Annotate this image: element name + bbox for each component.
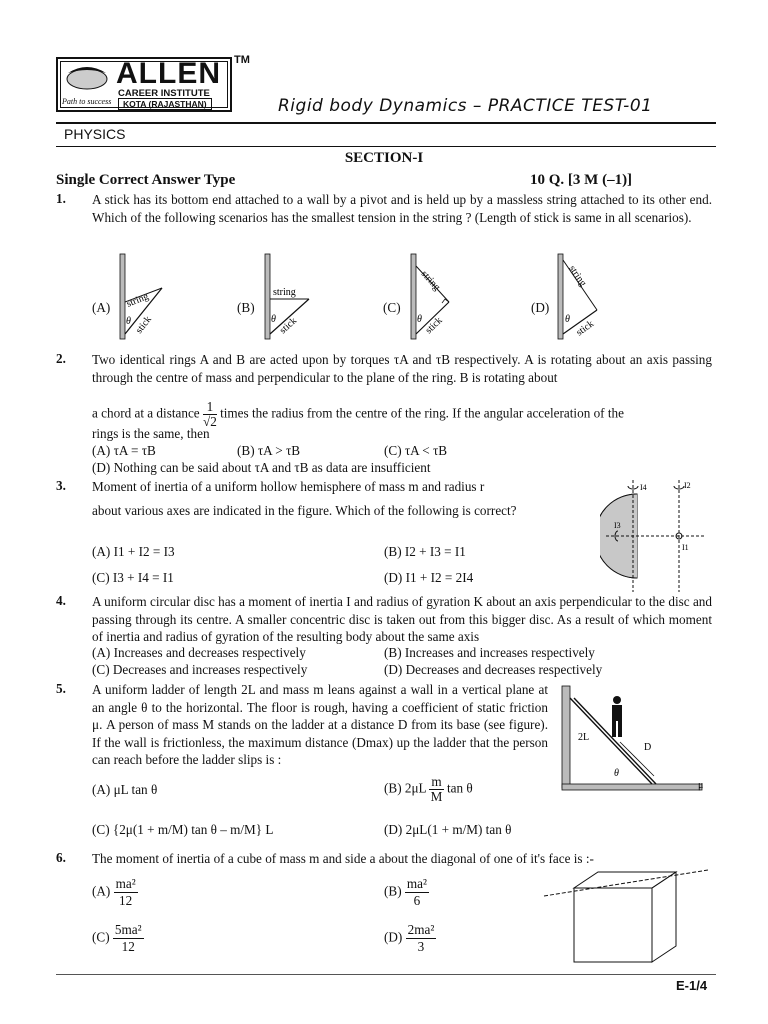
header-rule <box>56 122 716 124</box>
brand-name: ALLEN <box>116 57 221 90</box>
q3-option-d: (D) I1 + I2 = 2I4 <box>384 570 474 585</box>
svg-text:string: string <box>418 268 443 293</box>
section-title: SECTION-I <box>344 150 424 166</box>
question-text: The moment of inertia of a cube of mass m and side a about the diagonal of one of it's face is :- <box>92 851 594 866</box>
q1-option-d: (D) <box>531 300 550 315</box>
svg-text:θ: θ <box>417 314 422 325</box>
q6-option-c: (C) $\frac{\text{5ma²}}{12}$ <box>92 922 142 954</box>
svg-text:I3: I3 <box>614 521 621 530</box>
svg-text:μ: μ <box>698 780 704 791</box>
question-text: Two identical rings A and B are acted upon by torques τA and τB respectively. A is rotating about an axis passing through the centre of mass and perpendicular to the plane of the ring. B is rotating about <box>92 352 712 385</box>
svg-text:string: string <box>125 291 151 310</box>
allen-logo <box>56 57 232 112</box>
svg-text:θ: θ <box>126 316 131 327</box>
question-number: 3. <box>56 478 66 493</box>
marks-scheme: 10 Q. [3 M (–1)] <box>530 172 633 188</box>
svg-text:stick: stick <box>574 318 597 339</box>
svg-text:string: string <box>566 263 589 289</box>
page-number: E-1/4 <box>676 978 708 993</box>
q4-option-b: (B) Increases and increases respectively <box>384 645 595 660</box>
svg-text:I1: I1 <box>682 543 689 552</box>
q3-hemisphere-figure <box>600 476 712 594</box>
q6-option-d: (D) $\frac{\text{2ma²}}{3}$ <box>384 922 435 954</box>
svg-text:string: string <box>273 287 296 298</box>
question-number: 1. <box>56 191 66 206</box>
q2-option-b: (B) τA > τB <box>237 443 301 458</box>
svg-text:stick: stick <box>133 314 154 336</box>
q2-text-line: a chord at a distance $\frac{1}{√2}$ times the radius from the centre of the ring. If the angular acceleration of the <box>92 399 624 429</box>
institute-name: CAREER INSTITUTE <box>118 88 210 99</box>
trademark: TM <box>234 54 250 66</box>
q3-option-a: (A) I1 + I2 = I3 <box>92 544 175 559</box>
tagline: Path to success <box>62 97 112 106</box>
question-number: 2. <box>56 351 66 366</box>
subject-rule <box>56 146 716 147</box>
question-text: A uniform circular disc has a moment of inertia I and radius of gyration K about an axis perpendicular to the disc and passing through its centre. A smaller concentric disc is taken out from this bigger disc. As a result of which moment of inertia and radius of gyration of the resulting body about the same axis <box>92 594 712 644</box>
q4-option-d: (D) Decreases and decreases respectively <box>384 662 603 677</box>
institute-location: KOTA (RAJASTHAN) <box>118 98 212 110</box>
fraction: $\frac{1}{√2}$ <box>202 399 217 429</box>
svg-text:θ: θ <box>271 314 276 325</box>
q5-option-a: (A) μL tan θ <box>92 782 158 797</box>
q2-option-c: (C) τA < τB <box>384 443 448 458</box>
q1-option-c: (C) <box>383 300 401 315</box>
q1-figure-b <box>257 252 317 342</box>
q6-option-b: (B) $\frac{\text{ma²}}{6}$ <box>384 876 427 908</box>
answer-type: Single Correct Answer Type <box>56 172 236 188</box>
q1-option-a: (A) <box>92 300 111 315</box>
q3-option-c: (C) I3 + I4 = I1 <box>92 570 174 585</box>
globe-bird-icon <box>62 63 112 91</box>
q5-option-d: (D) 2μL(1 + m/M) tan θ <box>384 822 512 837</box>
svg-text:θ: θ <box>565 314 570 325</box>
svg-text:D: D <box>644 742 652 753</box>
question-text: A stick has its bottom end attached to a wall by a pivot and is held up by a massless string attached to its other end. Which of the following scenarios has the smallest tension in the string ? (Length of stick is same in all scenarios). <box>92 192 712 225</box>
q5-option-b: (B) 2μL $\frac{m}{M}$ tan θ <box>384 774 473 804</box>
q6-cube-figure <box>540 866 712 966</box>
q2-option-d: (D) Nothing can be said about τA and τB as data are insufficient <box>92 460 431 475</box>
q1-figure-a <box>110 252 170 342</box>
q1-figure-c <box>403 252 463 342</box>
handwritten-title: Rigid body Dynamics – PRACTICE TEST-01 <box>278 96 653 116</box>
q4-option-a: (A) Increases and decreases respectively <box>92 645 306 660</box>
svg-text:I2: I2 <box>684 481 691 490</box>
q4-option-c: (C) Decreases and increases respectively <box>92 662 308 677</box>
svg-text:I4: I4 <box>640 483 647 492</box>
q6-option-a: (A) $\frac{\text{ma²}}{12}$ <box>92 876 136 908</box>
question-number: 6. <box>56 850 66 865</box>
q3-option-b: (B) I2 + I3 = I1 <box>384 544 466 559</box>
svg-text:stick: stick <box>277 315 300 337</box>
question-text: A uniform ladder of length 2L and mass m leans against a wall in a vertical plane at an angle θ to the horizontal. The floor is rough, having a coefficient of static friction μ. A person of mass M stands on the ladder at a distance D from its base (see figure). If the wall is frictionless, the maximum distance (Dmax) up the ladder that the person can reach before the ladder slips is : <box>92 682 548 767</box>
q1-option-b: (B) <box>237 300 255 315</box>
footer-rule <box>56 974 716 975</box>
question-text: Moment of inertia of a uniform hollow hemisphere of mass m and radius r <box>92 479 485 494</box>
question-text: rings is the same, then <box>92 426 210 441</box>
q1-figure-d <box>553 252 613 342</box>
q2-option-a: (A) τA = τB <box>92 443 156 458</box>
q5-option-c: (C) {2μ(1 + m/M) tan θ – m/M} L <box>92 822 274 837</box>
subject-label: PHYSICS <box>64 126 126 142</box>
question-number: 4. <box>56 593 66 608</box>
svg-text:stick: stick <box>423 315 445 337</box>
svg-text:2L: 2L <box>578 732 590 743</box>
q5-ladder-figure <box>556 684 716 794</box>
question-text: about various axes are indicated in the figure. Which of the following is correct? <box>92 503 517 518</box>
question-number: 5. <box>56 681 66 696</box>
svg-text:θ: θ <box>614 768 619 779</box>
